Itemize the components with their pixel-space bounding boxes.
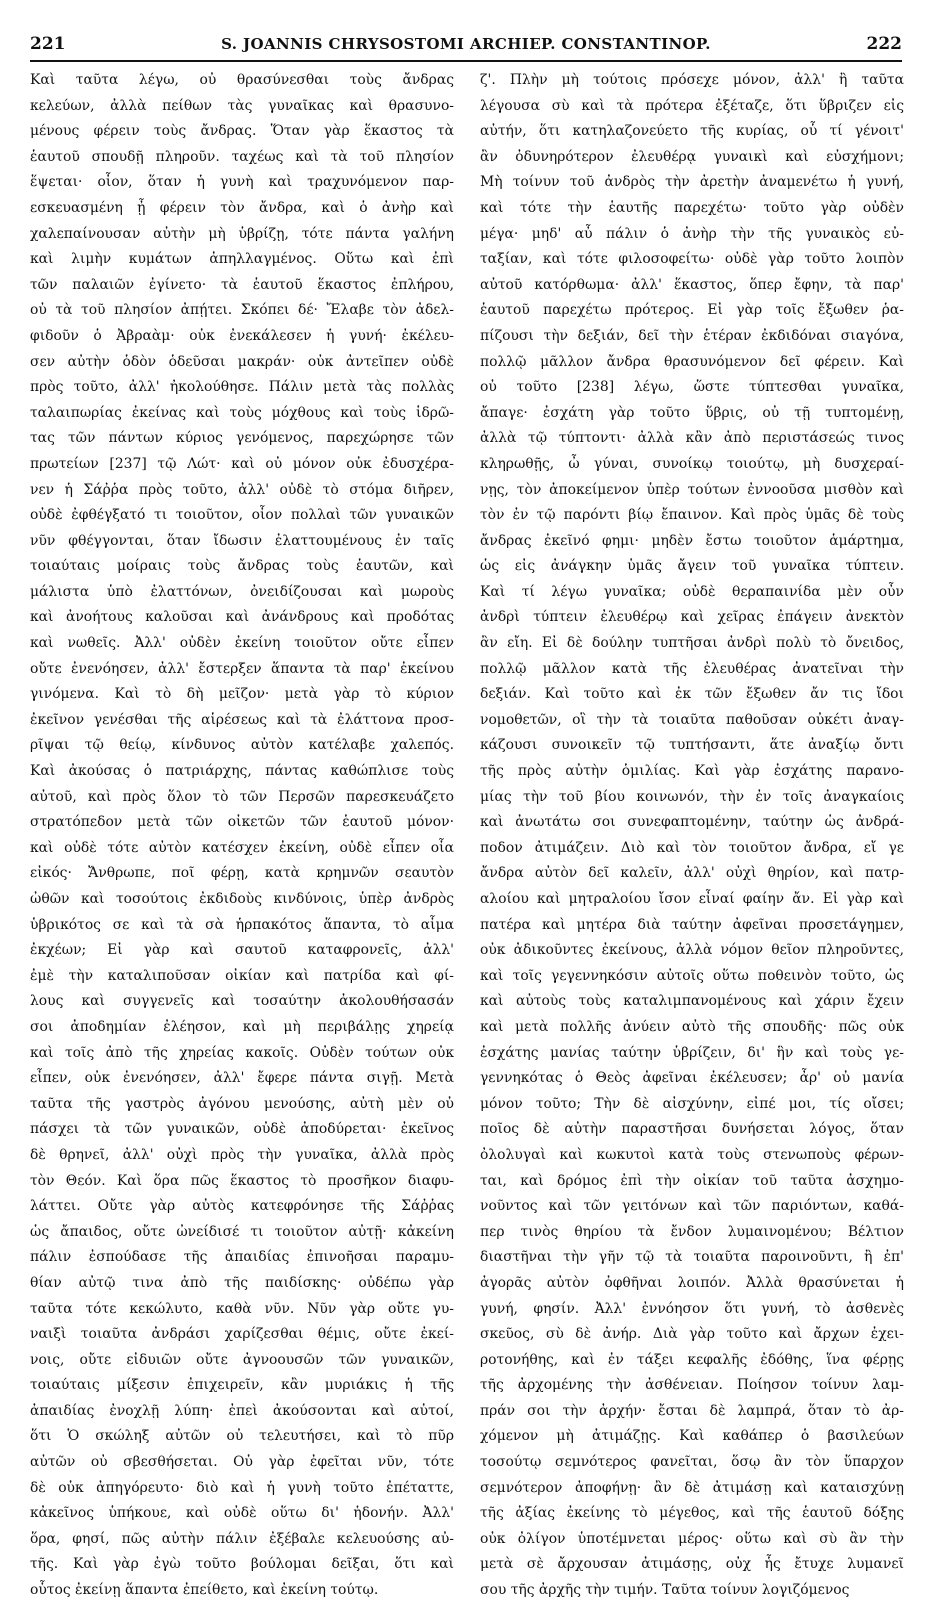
text-line: πολλῷ μᾶλλον κατὰ τῆς ἐλευθέρας ἀνατεῖναι τὴν [480, 660, 904, 677]
text-line: καὶ ἀνωτάτω σοι συνεφαπτομένην, ταύτην ὡς ἀνδρά- [480, 814, 904, 831]
text-line: Καὶ ἀκούσας ὁ πατριάρχης, πάντας καθώπλισε τοὺς [30, 763, 454, 780]
text-line: θίαν αὐτῷ τινα ἀπὸ τῆς παιδίσκης· οὐδέπω γὰρ [30, 1274, 454, 1291]
text-line: λάττει. Οὔτε γὰρ αὐτὸς κατεφρόνησε τῆς Σάῤῥας [30, 1198, 454, 1215]
text-line: καὶ τοῖς γεγεννηκόσιν αὐτοῖς οὕτω ποθεινὸν τοῦτο, ὡς [480, 967, 904, 984]
text-line: εἶπεν, οὐκ ἐνενόησεν, ἀλλ' ἔφερε πάντα σιγῇ. Μετὰ [30, 1070, 454, 1087]
page-number-left: 221 [30, 34, 66, 54]
text-line: ὑβρικότος σε καὶ τὰ σὰ ἡρπακότος ἅπαντα, τὸ αἷμα [30, 916, 454, 933]
text-line: ἂν ὀδυνηρότερον ἐλευθέρᾳ γυναικὶ καὶ εὐσχήμονι; [480, 148, 904, 165]
text-line: πράν σοι τὴν ἀρχήν· ἔσται δὲ λαμπρά, ὅταν τὸ ἀρ- [480, 1402, 904, 1419]
text-line: ἑαυτοῦ παρεχέτω πρότερος. Εἰ γὰρ τοῖς ἔξωθεν ῥα- [480, 302, 904, 319]
text-line: χόμενον μὴ ἀτιμάζῃς. Καὶ καθάπερ ὁ βασιλεύων [480, 1428, 904, 1445]
text-line: ζ'. Πλὴν μὴ τούτοις πρόσεχε μόνον, ἀλλ' ἢ ταῦτα [480, 72, 904, 88]
text-line: πατέρα καὶ μητέρα διὰ ταύτην ἀφεῖναι προσετάγημεν, [480, 916, 904, 933]
text-line: πρωτείων [237] τῷ Λώτ· καὶ οὐ μόνον οὐκ ἐδυσχέρα- [30, 455, 454, 472]
text-line: μετὰ σὲ ἄρχουσαν ἀτιμάσῃς, οὐχ ἧς ἔτυχε λυμανεῖ [480, 1556, 904, 1573]
text-line: πίζουσι τὴν δεξιάν, δεῖ τὴν ἑτέραν ἐκδιδόναι σιαγόνα, [480, 327, 904, 344]
text-line: καὶ νωθεῖς. Ἀλλ' οὐδὲν ἐκείνη τοιοῦτον οὔτε εἶπεν [30, 635, 454, 652]
text-line: αὐτῶν οὐ σβεσθήσεται. Οὐ γὰρ ἐφεῖται νῦν, τότε [30, 1454, 454, 1471]
text-line: ὀλολυγαὶ καὶ κωκυτοὶ κατὰ τοὺς στενωποὺς φέρων- [480, 1146, 904, 1163]
text-line: Καὶ τί λέγω γυναῖκα; οὐδὲ θεραπαινίδα μὲν οὖν [480, 583, 904, 600]
text-line: ἀπαιδίας ἐνοχλῇ λύπη· ἐπεὶ ἀκούσονται καὶ αὐτοί, [30, 1402, 454, 1419]
text-line: ἐσχάτης μανίας ταύτην ὑβρίζειν, δι' ἣν καὶ τοὺς γε- [480, 1044, 904, 1061]
text-line: νεν ἡ Σάῤῥα πρὸς τοῦτο, ἀλλ' οὐδὲ τὸ στόμα διῆρεν, [30, 481, 454, 498]
text-line: ροτονήθης, καὶ ἐν τάξει κεφαλῆς ἐδόθης, ἵνα φέρῃς [480, 1351, 904, 1368]
header-rule [30, 60, 902, 62]
text-line: οὐκ ὀλίγον ὑποτέμνεται μέρος· οὕτω καὶ σὺ ἂν τὴν [480, 1530, 904, 1547]
left-column [30, 68, 454, 1604]
text-line: Μὴ τοίνυν τοῦ ἀνδρὸς τὴν ἀρετὴν ἀναμενέτω ἡ γυνή, [480, 174, 904, 191]
text-line: γεννηκότας ὁ Θεὸς ἀφεῖναι ἐκέλευσεν; ἆρ' οὐ μανία [480, 1070, 904, 1087]
text-line: χαλεπαίνουσαν αὐτὴν μὴ ὑβρίζῃ, τότε πάντα γαλήνη [30, 225, 454, 242]
text-line: ταλαιπωρίας ἐκείνας καὶ τοὺς μόχθους καὶ τοὺς ἱδρῶ- [30, 404, 454, 421]
text-line: αλοίου καὶ μητραλοίου ἴσον εἶναί φαίην ἄν. Εἰ γὰρ καὶ [480, 891, 904, 907]
text-line: γινόμενα. Καὶ τὸ δὴ μεῖζον· μετὰ γὰρ τὸ κύριον [30, 686, 454, 703]
text-line: τας τῶν πάντων κύριος γενόμενος, παρεχώρησε τῶν [30, 430, 454, 447]
text-line: σοι ἀποδημίαν ἐλέησον, καὶ μὴ περιβάλῃς χηρείᾳ [30, 1018, 454, 1035]
text-line: λους καὶ συγγενεῖς καὶ τοσαύτην ἀκολουθήσασάν [30, 993, 454, 1010]
text-line: ἐμὲ τὴν καταλιποῦσαν οἰκίαν καὶ πατρίδα καὶ φί- [30, 967, 454, 984]
text-line: οὐ τοῦτο [238] λέγω, ὥστε τύπτεσθαι γυναῖκα, [480, 379, 904, 396]
text-line: ταῦτα τότε κεκώλυτο, καθὰ νῦν. Νῦν γὰρ οὔτε γυ- [30, 1300, 454, 1317]
text-line: ἄπαγε· ἐσχάτη γὰρ τοῦτο ὕβρις, οὐ τῇ τυπτομένῃ, [480, 404, 904, 421]
text-line: ἐκεῖνον γενέσθαι τῆς αἱρέσεως καὶ τὰ ἐλάττονα προσ- [30, 711, 454, 728]
text-line: φιδοῦν ὁ Ἀβραὰμ· οὐκ ἐνεκάλεσεν ἡ γυνή· ἐκέλευ- [30, 327, 454, 344]
text-line: τὸν ἐν τῷ παρόντι βίῳ ἔπαινον. Καὶ πρὸς ὑμᾶς δὲ τοὺς [480, 507, 904, 524]
text-line: μέγα· μηδ' αὖ πάλιν ὁ ἀνὴρ τὴν τῆς γυναικὸς εὐ- [480, 225, 904, 242]
text-line: τοιαύταις μίξεσιν ἐπιχειρεῖν, κἂν μυριάκις ἡ τῆς [30, 1377, 454, 1394]
text-line: πρὸς τοῦτο, ἀλλ' ἠκολούθησε. Πάλιν μετὰ τὰς πολλὰς [30, 379, 454, 396]
text-line: νῦν φθέγγονται, ὅταν ἴδωσιν ἐλαττουμένους ἐν ταῖς [30, 532, 454, 549]
text-line: νῃς, τὸν ἀποκείμενον ὑπὲρ τούτων ἐννοοῦσα μισθὸν καὶ [480, 481, 904, 498]
text-line: ἀνδρὶ τύπτειν ἐλευθέρῳ καὶ χεῖρας ἐπάγειν ἀνεκτὸν [480, 609, 904, 626]
text-line: εσκευασμένη ᾖ φέρειν τὸν ἄνδρα, καὶ ὁ ἀνὴρ καὶ [30, 199, 454, 216]
text-line: ρῖψαι τῷ θείῳ, κίνδυνος αὐτὸν κατέλαβε χαλεπός. [30, 737, 454, 754]
text-line: νοῦντος καὶ τῶν γειτόνων καὶ τῶν παριόντων, καθά- [480, 1198, 904, 1215]
text-line: δεξιάν. Καὶ τοῦτο καὶ ἐκ τῶν ἔξωθεν ἄν τις ἴδοι [480, 686, 904, 703]
text-line: μίας τὴν τοῦ βίου κοινωνόν, τὴν ἐν τοῖς ἀναγκαίοις [480, 788, 904, 805]
text-line: ἐκχέων; Εἰ γὰρ καὶ σαυτοῦ καταφρονεῖς, ἀλλ' [30, 942, 454, 959]
text-line: καὶ τοῖς ἀπὸ τῆς χηρείας κακοῖς. Οὐδὲν τούτων οὐκ [30, 1044, 454, 1061]
text-line: ὅτι Ὁ σκώληξ αὐτῶν οὐ τελευτήσει, καὶ τὸ πῦρ [30, 1428, 454, 1445]
text-line: ἀλλὰ τῷ τύπτοντι· ἀλλὰ κἂν ἀπὸ περιστάσεώς τινος [480, 430, 904, 447]
page-number-right: 222 [866, 34, 902, 54]
text-line: ὡς ἄπαιδος, οὔτε ὠνείδισέ τι τοιοῦτον αὐτῇ· κἀκείνη [30, 1223, 454, 1240]
text-line: σκεῦος, σὺ δὲ ἀνήρ. Διὰ γὰρ τοῦτο καὶ ἄρχων ἐχει- [480, 1326, 904, 1343]
text-line: περ τινὸς θηρίου τὰ ἔνδον λυμαινομένου; Βέλτιον [480, 1223, 904, 1240]
text-line: γυνή, φησίν. Ἀλλ' ἐννόησον ὅτι γυνή, τὸ ἀσθενὲς [480, 1300, 904, 1317]
text-line: νομοθετῶν, οἳ τὴν τὰ τοιαῦτα παθοῦσαν οὐκέτι ἀναγ- [480, 711, 904, 728]
text-line: λέγουσα σὺ καὶ τὰ πρότερα ἐξέταζε, ὅτι ὕβριζεν εἰς [480, 97, 904, 114]
text-line: ὠθῶν καὶ τοσούτοις ἐκδιδοὺς κινδύνοις, ὑπὲρ ἀνδρὸς [30, 891, 454, 907]
text-line: πάσχει τὰ τῶν γυναικῶν, οὐδὲ ἀποδύρεται· ἐκεῖνος [30, 1121, 454, 1138]
text-line: πάλιν ἐσπούδασε τῆς ἀπαιδίας ἐπινοῆσαι παραμυ- [30, 1249, 454, 1266]
text-line: αὐτοῦ, καὶ πρὸς ὅλον τὸ τῶν Περσῶν παρεσκευάζετο [30, 788, 454, 805]
text-line: στρατόπεδον μετὰ τῶν οἰκετῶν τῶν ἑαυτοῦ μόνον· [30, 814, 454, 831]
text-line: ποδον ἀτιμάζειν. Διὸ καὶ τὸν τοιοῦτον ἄνδρα, εἴ γε [480, 839, 904, 856]
text-line: ἑαυτοῦ σπουδῇ πληροῦν. ταχέως καὶ τὰ τοῦ πλησίον [30, 148, 454, 165]
text-line: τῶν παλαιῶν ἐγίνετο· τὰ ἑαυτοῦ ἕκαστος ἐπλήρου, [30, 276, 454, 293]
running-title: S. JOANNIS CHRYSOSTOMI ARCHIEP. CONSTANTINOP. [221, 35, 711, 53]
text-line: κάζουσι συνοικεῖν τῷ τυπτήσαντι, ἅτε ἀναξίῳ ὄντι [480, 737, 904, 754]
text-line: καὶ ἀνοήτους καλοῦσαι καὶ ἀνάνδρους καὶ προδότας [30, 609, 454, 626]
text-line: αὐτήν, ὅτι κατηλαζονεύετο τῆς κυρίας, οὗ τί γένοιτ' [480, 123, 904, 140]
text-line: τῆς πρὸς αὐτὴν ὁμιλίας. Καὶ γὰρ ἐσχάτης παρανο- [480, 763, 904, 780]
text-line: σεν αὐτὴν ὁδὸν ὁδεῦσαι μακράν· οὐκ ἀντεῖπεν οὐδὲ [30, 353, 454, 370]
text-line: ἂν εἴη. Εἰ δὲ δούλην τυπτῆσαι ἀνδρὶ πολὺ τὸ ὄνειδος, [480, 635, 904, 652]
text-line: νοις, οὔτε εἰδυιῶν οὔτε ἀγνοουσῶν τῶν γυναικῶν, [30, 1351, 454, 1368]
text-line: ἄνδρα αὐτὸν δεῖ καλεῖν, ἀλλ' οὐχὶ θηρίον, καὶ πατρ- [480, 865, 904, 882]
text-line: μάλιστα ὑπὸ ἐλαττόνων, ὀνειδίζουσαι καὶ μωροὺς [30, 583, 454, 600]
text-line: πολλῷ μᾶλλον ἄνδρα θρασυνόμενον δεῖ φέρειν. Καὶ [480, 353, 904, 370]
text-line: μένους φέρειν τοὺς ἄνδρας. Ὅταν γὰρ ἕκαστος τὰ [30, 123, 454, 140]
text-line: δὲ θρηνεῖ, ἀλλ' οὐχὶ πρὸς τὴν γυναῖκα, ἀλλὰ πρὸς [30, 1146, 454, 1163]
text-line: οὐ τὰ τοῦ πλησίον ἀπῄτει. Σκόπει δέ· Ἔλαβε τὸν ἀδελ- [30, 302, 454, 319]
text-line: τῆς ἀρχομένης τὴν ἀσθένειαν. Ποίησον τοίνυν λαμ- [480, 1377, 904, 1394]
text-line: ἄνδρας ἐκεῖνό φημι· μηδὲν ἔστω τοιοῦτον ἁμάρτημα, [480, 532, 904, 549]
text-line: καὶ οὐδὲ τότε αὐτὸν κατέσχεν ἐκείνη, οὐδὲ εἶπεν οἷα [30, 839, 454, 856]
text-line: οὗτος ἐκείνῃ ἅπαντα ἐπείθετο, καὶ ἐκείνη τούτῳ. [30, 1582, 379, 1599]
text-line: τοιαύταις μοίραις τοὺς ἄνδρας τοὺς ἑαυτῶν, καὶ [30, 558, 454, 575]
text-line: τῆς. Καὶ γὰρ ἐγὼ τοῦτο βούλομαι δεῖξαι, ὅτι καὶ [30, 1556, 454, 1573]
text-line: αὐτοῦ κατόρθωμα· ἀλλ' ἕκαστος, ὅπερ ἔφην, τὰ παρ' [480, 276, 904, 293]
text-line: τὸν Θεόν. Καὶ ὅρα πῶς ἕκαστος τὸ προσῆκον διαφυ- [30, 1172, 454, 1189]
text-line: ἀγορᾶς αὐτὸν ὀφθῆναι λοιπόν. Ἀλλὰ θρασύνεται ἡ [480, 1274, 904, 1291]
text-line: Καὶ ταῦτα λέγω, οὐ θρασύνεσθαι τοὺς ἄνδρας [30, 72, 454, 88]
text-line: ὅρα, φησί, πῶς αὐτὴν πάλιν ἐξέβαλε κελευούσης αὐ- [30, 1530, 454, 1547]
text-line: σου τῆς ἀρχῆς τὴν τιμήν. Ταῦτα τοίνυν λογιζόμενος [480, 1582, 850, 1599]
text-line: κἀκεῖνος ὑπήκουε, καὶ οὐδὲ οὕτω δι' ἡδονήν. Ἀλλ' [30, 1505, 454, 1522]
text-line: κελεύων, ἀλλὰ πείθων τὰς γυναῖκας καὶ θρασυνο- [30, 97, 454, 114]
text-line: ταξίαν, καὶ τότε φιλοσοφείτω· οὐδὲ γὰρ τοῦτο λοιπὸν [480, 251, 904, 268]
text-line: καὶ τότε τὴν ἑαυτῆς παρεχέτω· τοῦτο γὰρ οὐδὲν [480, 199, 904, 216]
text-line: οὐδὲ ἐφθέγξατό τι τοιοῦτον, οἷον πολλαὶ τῶν γυναικῶν [30, 507, 454, 524]
text-line: καὶ μετὰ πολλῆς ἀνύειν αὐτὸ τῆς σπουδῆς· πῶς οὐκ [480, 1018, 904, 1035]
text-line: οὐκ ἀδικοῦντες ἐκείνους, ἀλλὰ νόμον θεῖον πληροῦντες, [480, 942, 904, 959]
text-line: τοσούτῳ σεμνότερος φανεῖται, ὅσῳ ἂν τὸν ὕπαρχον [480, 1454, 904, 1471]
text-line: οὔτε ἐνενόησεν, ἀλλ' ἔστερξεν ἅπαντα τὰ παρ' ἐκείνου [30, 660, 454, 677]
text-line: ἕψεται· οἷον, ὅταν ἡ γυνὴ καὶ τραχυνόμενον παρ- [30, 174, 454, 191]
text-line: εἰκός· Ἄνθρωπε, ποῖ φέρῃ, κατὰ κρημνῶν σεαυτὸν [30, 865, 454, 882]
text-line: ταῦτα τῆς γαστρὸς ἀγόνου μενούσης, αὐτὴ μὲν οὐ [30, 1095, 454, 1112]
text-line: κληρωθῇς, ὦ γύναι, συνοίκῳ τοιούτῳ, μὴ δυσχεραί- [480, 455, 904, 472]
text-line: σεμνότερον ἀποφήνῃ· ἂν δὲ ἀτιμάσῃ καὶ καταισχύνῃ [480, 1479, 904, 1496]
text-line: καὶ λιμὴν κυμάτων ἀπηλλαγμένος. Οὕτω καὶ ἐπὶ [30, 251, 454, 268]
text-line: ναιξὶ τοιαῦτα ἀνδράσι χαρίζεσθαι θέμις, οὔτε ἐκεί- [30, 1326, 454, 1343]
text-line: μόνον τοῦτο; Τὴν δὲ αἰσχύνην, εἰπέ μοι, τίς οἴσει; [480, 1095, 904, 1112]
text-line: τῆς ἀξίας ἐκείνης τὸ μέγεθος, καὶ τῆς ἑαυτοῦ δόξης [480, 1505, 904, 1522]
text-line: δὲ οὐκ ἀπηγόρευτο· διὸ καὶ ἡ γυνὴ τοῦτο ἐπέταττε, [30, 1479, 454, 1496]
text-line: διαστῆναι τὴν γῆν τῷ τὰ τοιαῦτα παροινοῦντι, ἢ ἐπ' [480, 1249, 904, 1266]
right-column [480, 68, 904, 1604]
text-line: ται, καὶ δρόμος ἐπὶ τὴν οἰκίαν τοῦ ταῦτα ἀσχημο- [480, 1172, 904, 1189]
text-line: ὡς εἰς ἀνάγκην ὑμᾶς ἄγειν τοῦ γυναῖκα τύπτειν. [480, 558, 904, 575]
text-line: ποῖος δὲ αὐτὴν παραστῆσαι δυνήσεται λόγος, ὅταν [480, 1121, 904, 1138]
text-line: καὶ αὐτοὺς τοὺς καταλιμπανομένους καὶ χάριν ἔχειν [480, 993, 904, 1010]
